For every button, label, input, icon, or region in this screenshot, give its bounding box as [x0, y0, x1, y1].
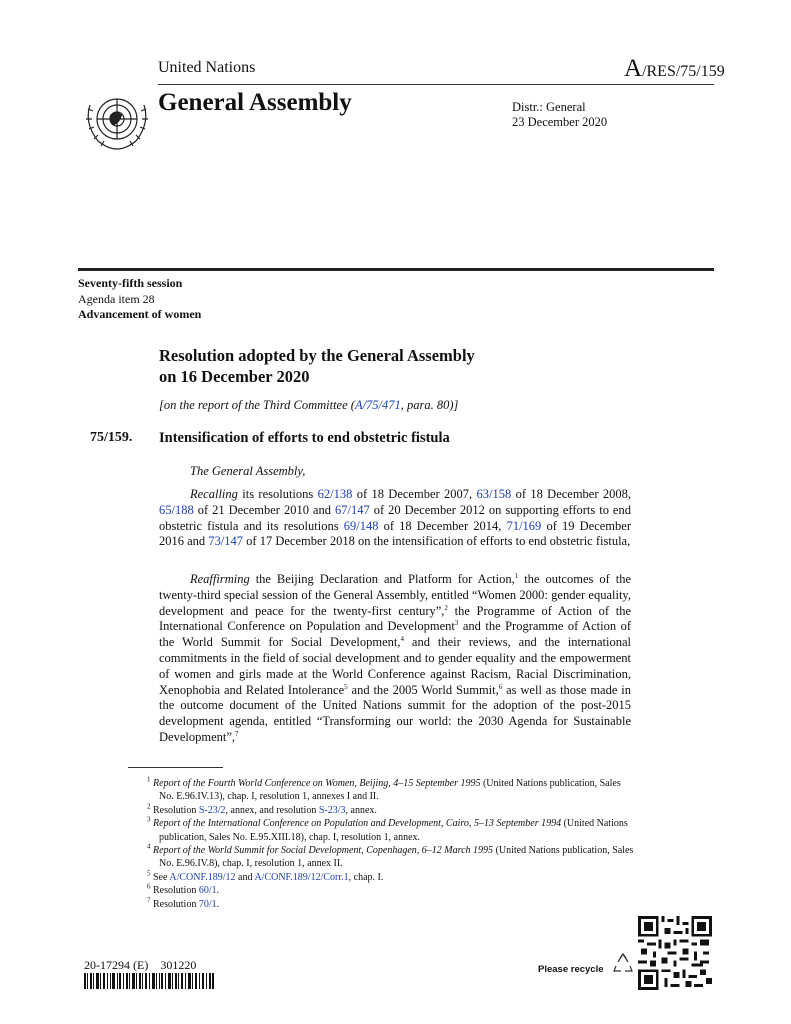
- footnote-ref[interactable]: 4: [400, 635, 404, 644]
- footnote-title: Report of the World Summit for Social Development, Copenhagen, 6–12 March 1995: [153, 845, 494, 857]
- footnote-link[interactable]: 70/1: [198, 898, 217, 910]
- p2-text: the Beijing Declaration and Platform for Action,: [249, 572, 515, 586]
- report-post: , para. 80)]: [400, 398, 459, 412]
- footnote-text: , chap. I.: [348, 871, 384, 883]
- p2-text: the outcomes of the twenty-third special session of the General Assembly, entitled “Women 2000: gender equality, development and peace for the twenty-first century”,: [159, 572, 631, 618]
- footnote-7: [147, 898, 637, 911]
- p1-text: of 17 December 2018 on the intensification of efforts to end obstetric fistula,: [243, 534, 631, 549]
- recycle-label: Please recycle: [538, 964, 604, 975]
- recycle-icon: [610, 950, 636, 976]
- footnote-link[interactable]: A/CONF.189/12/Corr.1: [254, 871, 349, 883]
- footnote-1: [147, 777, 637, 804]
- p2-text: and the 2005 World Summit,: [347, 682, 499, 697]
- footnote-text: (United Nations publication, Sales No. E.95.XIII.18), chap. I, resolution 1, annex.: [159, 818, 628, 843]
- session-block: [78, 276, 201, 323]
- resolution-link[interactable]: 67/147: [334, 502, 370, 517]
- footnote-3: [147, 817, 637, 844]
- resolution-link[interactable]: 71/169: [506, 518, 542, 533]
- footnote-text: and: [235, 871, 255, 883]
- footnote-number: 6: [147, 882, 151, 891]
- p1-text: its resolutions: [237, 487, 318, 501]
- footnote-ref[interactable]: 7: [235, 729, 239, 738]
- session-rule: [78, 268, 714, 271]
- footnote-number: 4: [147, 842, 151, 851]
- page-title: General Assembly: [158, 89, 352, 116]
- footnote-ref[interactable]: 3: [454, 619, 459, 628]
- footnote-5: [147, 871, 637, 884]
- footnote-text: .: [216, 898, 220, 910]
- resolution-link[interactable]: 62/138: [317, 487, 353, 501]
- resolution-title: [159, 345, 475, 387]
- footnote-link[interactable]: 60/1: [198, 885, 217, 897]
- footnote-ref[interactable]: 1: [514, 571, 519, 580]
- p1-text: of 19 December 2016 and: [159, 518, 631, 549]
- footnote-rule: [128, 767, 223, 768]
- p2-text: and the Programme of Action of the World Summit for Social Development,: [159, 619, 631, 650]
- p1-lead: Recalling: [190, 487, 238, 501]
- p1-text: of 18 December 2007,: [352, 487, 477, 501]
- resolution-title-line1: Resolution adopted by the General Assembly: [159, 346, 475, 365]
- footnote-title: Report of the International Conference on Population and Development, Cairo, 5–13 September 1994: [153, 818, 562, 830]
- resolution-link[interactable]: 65/188: [159, 502, 194, 517]
- resolution-link[interactable]: 63/158: [476, 487, 512, 501]
- report-pre: [on the report of the Third Committee (: [159, 398, 355, 412]
- footnote-ref[interactable]: 5: [344, 682, 348, 691]
- report-reference: [159, 398, 458, 413]
- distr-date: 23 December 2020: [512, 115, 608, 129]
- symbol-letter: A: [624, 55, 643, 82]
- footnote-ref[interactable]: 2: [444, 603, 448, 612]
- footnote-link[interactable]: S-23/2: [198, 804, 226, 816]
- resolution-number: 75/159.: [90, 430, 133, 445]
- footnote-number: 2: [147, 802, 151, 811]
- footnote-6: [147, 884, 637, 897]
- p1-text: of 18 December 2008,: [511, 487, 631, 501]
- p1-text: of 21 December 2010 and: [193, 502, 335, 517]
- paragraph-recalling: [159, 487, 631, 550]
- footnotes: [147, 777, 637, 911]
- resolution-link[interactable]: 69/148: [343, 518, 379, 533]
- footnote-text: Resolution: [153, 804, 199, 816]
- footnote-text: , annex.: [345, 804, 377, 816]
- resolution-title-line2: on 16 December 2020: [159, 367, 310, 386]
- qr-code-icon[interactable]: [638, 916, 712, 990]
- footnote-number: 7: [147, 896, 151, 905]
- footnote-text: See: [153, 871, 170, 883]
- report-link[interactable]: A/75/471: [354, 398, 401, 412]
- p1-text: of 18 December 2014,: [378, 518, 507, 533]
- footnote-text: (United Nations publication, Sales No. E.96.IV.8), chap. I, resolution 1, annex II.: [159, 845, 634, 870]
- agenda-item: Agenda item 28: [78, 291, 155, 306]
- agenda-topic: Advancement of women: [78, 307, 202, 321]
- footnote-text: , annex, and resolution: [225, 804, 319, 816]
- distribution-info: [512, 100, 607, 130]
- footnote-number: 1: [147, 775, 151, 784]
- assembly-line: The General Assembly,: [190, 464, 306, 478]
- p2-text: as well as those made in the outcome document of the United Nations summit for the adoption of the post-2015 development agenda, entitled “Transforming our world: the 2030 Agenda for Sustainable Development”,: [159, 682, 631, 744]
- distr-label: Distr.: General: [512, 100, 586, 114]
- paragraph-reaffirming: [159, 572, 631, 746]
- document-number: 20-17294 (E) 301220: [84, 958, 197, 972]
- footnote-number: 3: [147, 815, 151, 824]
- footnote-4: [147, 844, 637, 871]
- un-emblem-icon: [80, 89, 154, 155]
- footnote-link[interactable]: S-23/3: [318, 804, 346, 816]
- footnote-text: (United Nations publication, Sales No. E.96.IV.13), chap. I, resolution 1, annexes I and II.: [159, 778, 621, 803]
- header-rule: [158, 84, 714, 85]
- p2-text: the Programme of Action of the International Conference on Population and Development: [159, 603, 631, 634]
- footnote-number: 5: [147, 869, 151, 878]
- org-name: United Nations: [158, 59, 256, 76]
- footnote-text: Resolution: [153, 885, 199, 897]
- footnote-ref[interactable]: 6: [498, 682, 503, 691]
- barcode-icon: [84, 973, 214, 989]
- footnote-2: [147, 804, 637, 817]
- footnote-link[interactable]: A/CONF.189/12: [169, 871, 236, 883]
- footnote-text: Resolution: [153, 898, 199, 910]
- p2-text: and their reviews, and the international commitments in the field of social development and to gender equality and the empowerment of women and girls made at the World Conference against Racism, Racial Discrimination, Xenophobia and Related Intolerance: [159, 635, 632, 697]
- resolution-link[interactable]: 73/147: [208, 534, 244, 549]
- session-name: Seventy-fifth session: [78, 276, 183, 290]
- p2-lead: Reaffirming: [190, 572, 250, 586]
- resolution-topic: Intensification of efforts to end obstetric fistula: [159, 430, 450, 446]
- footnote-text: .: [216, 885, 220, 897]
- symbol-rest: /RES/75/159: [642, 63, 725, 80]
- document-symbol: [624, 55, 725, 83]
- footnote-title: Report of the Fourth World Conference on Women, Beijing, 4–15 September 1995: [153, 778, 481, 789]
- p1-text: of 20 December 2012 on supporting efforts to end obstetric fistula and its resolutions: [159, 502, 631, 533]
